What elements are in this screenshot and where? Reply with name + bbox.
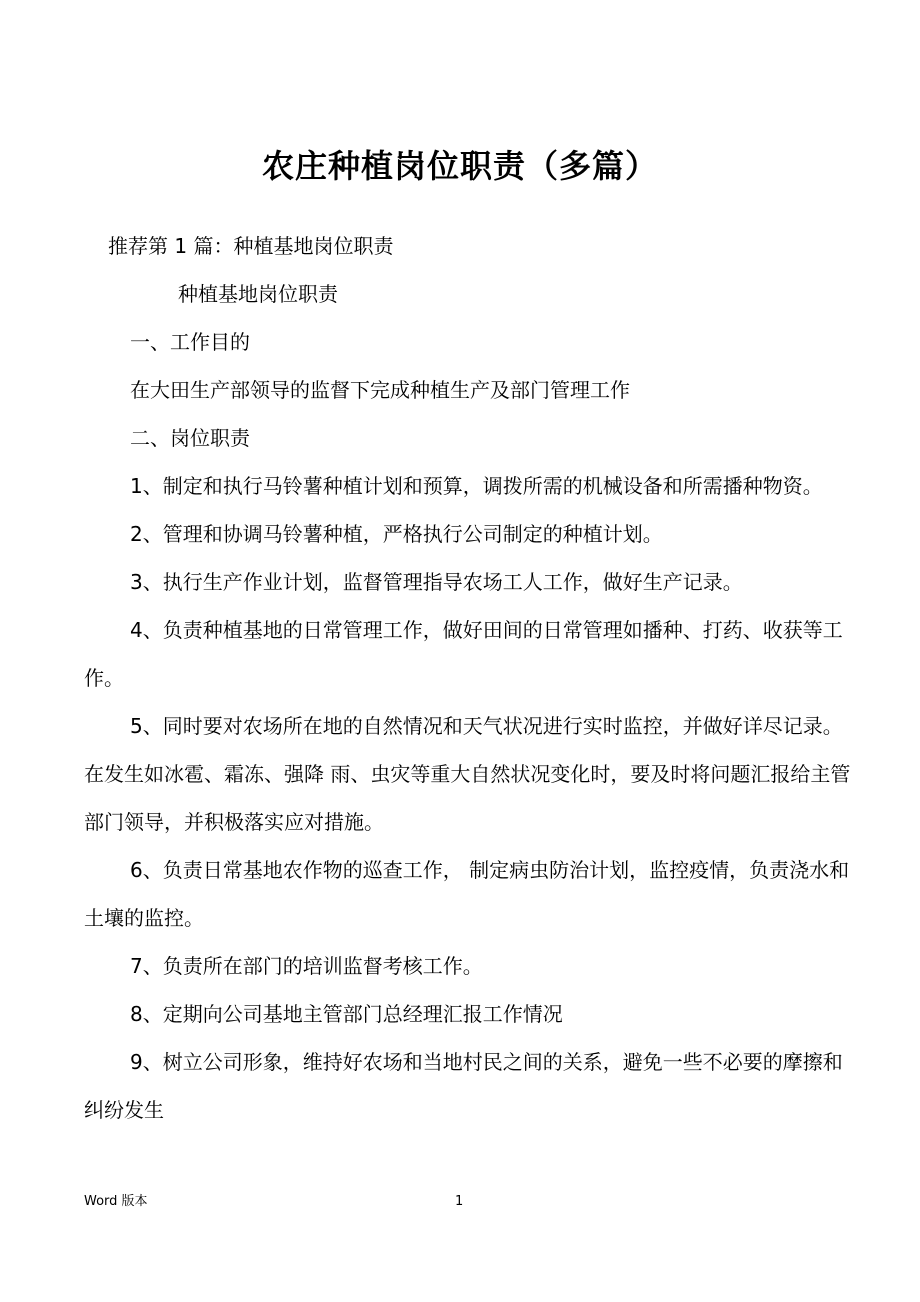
document-title: 农庄种植岗位职责（多篇） [261, 147, 658, 185]
duty-item-4: 4、负责种植基地的日常管理工作，做好田间的日常管理如播种、打药、收获等工作。 [84, 618, 843, 690]
duty-item-9: 9、树立公司形象，维持好农场和当地村民之间的关系，避免一些不必要的摩擦和纠纷发生 [84, 1050, 843, 1122]
duty-item-3: 3、执行生产作业计划，监督管理指导农场工人工作，做好生产记录。 [130, 570, 743, 594]
footer-version-label: Word 版本 [84, 1194, 148, 1209]
sub-title: 种植基地岗位职责 [178, 282, 338, 306]
recommend-heading: 推荐第 1 篇：种植基地岗位职责 [108, 234, 394, 258]
duty-item-6: 6、负责日常基地农作物的巡查工作， 制定病虫防治计划，监控疫情，负责浇水和土壤的监控。 [84, 858, 850, 930]
duty-item-1: 1、制定和执行马铃薯种植计划和预算，调拨所需的机械设备和所需播种物资。 [130, 474, 823, 498]
section-heading-duties: 二、岗位职责 [130, 426, 250, 450]
duty-item-7: 7、负责所在部门的培训监督考核工作。 [130, 954, 483, 978]
section-heading-purpose: 一、工作目的 [130, 330, 250, 354]
document-body [84, 222, 854, 1134]
purpose-text: 在大田生产部领导的监督下完成种植生产及部门管理工作 [130, 378, 630, 402]
footer-page-number: 1 [455, 1194, 464, 1209]
duty-item-5: 5、同时要对农场所在地的自然情况和天气状况进行实时监控，并做好详尽记录。在发生如冰雹、霜冻、强降 雨、虫灾等重大自然状况变化时，要及时将问题汇报给主管部门领导，并积极落实应对措施。 [84, 714, 851, 834]
duty-item-2: 2、管理和协调马铃薯种植，严格执行公司制定的种植计划。 [130, 522, 663, 546]
duty-item-8: 8、定期向公司基地主管部门总经理汇报工作情况 [130, 1002, 563, 1026]
